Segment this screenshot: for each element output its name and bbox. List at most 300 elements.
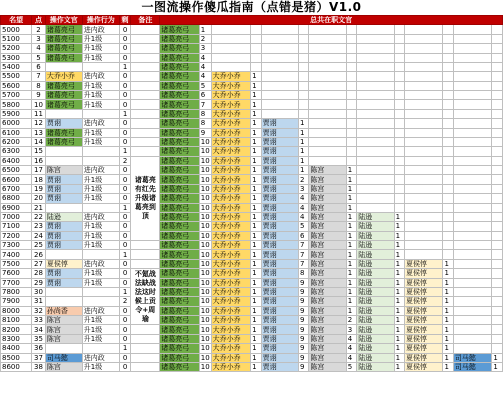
dian-cell: 35 [32,334,46,343]
action-cell [82,147,119,156]
table-row [1,231,503,240]
staff-level-cell: 10 [200,278,210,287]
officer-cell: 陈宫 [45,325,82,334]
staff-level-cell: 1 [251,175,261,184]
table-row [1,81,503,90]
fame-cell: 7000 [1,212,32,221]
action-cell: 升1级 [82,175,119,184]
staff-empty-cell [443,100,453,109]
staff-officer-cell: 大乔小乔 [211,194,250,203]
officer-cell [45,203,82,212]
staff-empty-cell [394,44,404,53]
staff-empty-cell [405,156,443,165]
staff-officer-cell: 诸葛亮弓 [160,203,199,212]
staff-empty-cell [346,91,356,100]
staff-officer-cell: 陈宫 [309,316,346,325]
table-row [1,222,503,231]
staff-officer-cell: 诸葛亮弓 [160,269,199,278]
staff-level-cell: 10 [200,138,210,147]
staff-empty-cell [405,222,443,231]
staff-officer-cell: 大乔小乔 [211,344,250,353]
table-row [1,334,503,343]
staff-officer-cell: 贾诩 [261,287,298,296]
staff-empty-cell [405,250,443,259]
action-cell [82,62,119,71]
staff-level-cell: 1 [251,147,261,156]
staff-empty-cell [453,222,491,231]
staff-level-cell: 10 [200,250,210,259]
staff-officer-cell: 贾诩 [261,147,298,156]
officer-cell [45,147,82,156]
note-cell [131,325,160,334]
staff-level-cell: 1 [394,222,404,231]
note-cell [131,91,160,100]
officer-cell: 陈宫 [45,316,82,325]
staff-empty-cell [309,156,346,165]
staff-officer-cell: 大乔小乔 [211,81,250,90]
staff-officer-cell: 陈宫 [309,212,346,221]
staff-level-cell: 1 [251,128,261,137]
dian-cell: 31 [32,297,46,306]
staff-officer-cell: 贾诩 [261,119,298,128]
staff-empty-cell [394,34,404,43]
fame-cell: 7800 [1,287,32,296]
staff-empty-cell [492,222,503,231]
staff-officer-cell: 贾诩 [261,166,298,175]
staff-level-cell: 8 [199,119,211,128]
staff-officer-cell: 大乔小乔 [211,353,250,362]
staff-level-cell: 1 [251,184,261,193]
dian-cell: 25 [32,241,46,250]
remain-cell: 1 [119,287,131,296]
staff-officer-cell: 大乔小乔 [211,212,250,221]
fame-cell: 6100 [1,128,32,137]
staff-officer-cell: 诸葛亮弓 [160,287,199,296]
action-cell: 升1级 [82,44,119,53]
staff-level-cell: 1 [251,72,261,81]
staff-officer-cell: 陆逊 [357,241,394,250]
dian-cell: 21 [32,203,46,212]
note-cell [131,119,160,128]
staff-empty-cell [394,119,404,128]
staff-empty-cell [357,34,394,43]
staff-empty-cell [453,44,491,53]
staff-empty-cell [357,44,394,53]
staff-empty-cell [346,109,356,118]
table-row [1,100,503,109]
staff-empty-cell [492,175,503,184]
staff-level-cell: 10 [200,259,210,268]
staff-officer-cell: 大乔小乔 [211,241,250,250]
staff-officer-cell: 贾诩 [261,222,298,231]
staff-officer-cell: 大乔小乔 [211,128,250,137]
staff-level-cell: 1 [346,287,356,296]
dian-cell: 16 [32,156,46,165]
officer-cell: 贾诩 [45,231,82,240]
action-cell [82,156,119,165]
staff-officer-cell: 贾诩 [261,325,298,334]
staff-empty-cell [394,81,404,90]
officer-cell: 贾诩 [45,194,82,203]
officer-cell: 贾诩 [45,184,82,193]
dian-cell: 29 [32,278,46,287]
officer-cell: 大乔小乔 [45,72,82,81]
staff-level-cell: 10 [200,241,210,250]
staff-empty-cell [443,25,453,34]
staff-level-cell: 1 [346,241,356,250]
dian-cell: 3 [32,34,46,43]
staff-empty-cell [357,81,394,90]
note-cell [131,100,160,109]
dian-cell: 19 [32,184,46,193]
staff-empty-cell [453,194,491,203]
staff-empty-cell [357,175,394,184]
staff-level-cell: 7 [298,259,308,268]
staff-officer-cell: 贾诩 [261,362,298,371]
header-note: 备注 [131,16,160,25]
note-cell [131,147,160,156]
fame-cell: 6000 [1,119,32,128]
note-cell [131,53,160,62]
staff-empty-cell [492,62,503,71]
staff-level-cell: 1 [443,362,453,371]
staff-empty-cell [453,34,491,43]
staff-empty-cell [405,203,443,212]
staff-empty-cell [453,91,491,100]
staff-empty-cell [309,100,346,109]
staff-empty-cell [443,137,453,146]
staff-empty-cell [405,72,443,81]
staff-officer-cell: 陆逊 [357,325,394,334]
remain-cell: 2 [119,297,131,306]
staff-empty-cell [405,62,443,71]
staff-empty-cell [394,184,404,193]
table-row [1,269,503,278]
staff-empty-cell [443,53,453,62]
officer-cell: 夏侯惇 [45,259,82,268]
remain-cell: 0 [119,334,131,343]
staff-level-cell: 10 [200,353,210,362]
staff-empty-cell [492,259,503,268]
staff-officer-cell: 夏侯惇 [405,287,443,296]
staff-empty-cell [357,91,394,100]
staff-empty-cell [357,72,394,81]
table-row [1,34,503,43]
remain-cell: 1 [119,250,131,259]
staff-empty-cell [346,137,356,146]
remain-cell: 0 [119,44,131,53]
action-cell: 进内政 [82,166,119,175]
staff-level-cell: 10 [200,231,210,240]
officer-cell: 贾诩 [45,278,82,287]
note-cell: 诸葛亮有红先升级诸葛亮到顶 [131,156,160,240]
staff-empty-cell [443,34,453,43]
staff-empty-cell [346,25,356,34]
staff-level-cell: 9 [298,325,308,334]
staff-empty-cell [492,194,503,203]
staff-level-cell: 1 [492,362,503,371]
action-cell: 进内政 [82,212,119,221]
staff-level-cell: 1 [251,119,261,128]
staff-level-cell: 1 [394,287,404,296]
action-cell: 升1级 [82,278,119,287]
staff-level-cell: 1 [251,166,261,175]
officer-cell [45,287,82,296]
dian-cell: 15 [32,147,46,156]
table-row [1,137,503,146]
staff-level-cell: 1 [251,231,261,240]
staff-officer-cell: 陈宫 [309,344,346,353]
staff-officer-cell: 陆逊 [357,278,394,287]
staff-empty-cell [443,91,453,100]
staff-level-cell: 1 [443,278,453,287]
table-row [1,362,503,371]
dian-cell: 24 [32,231,46,240]
staff-level-cell: 4 [199,62,211,71]
table-row [1,62,503,71]
staff-level-cell: 9 [298,362,308,371]
fame-cell: 6700 [1,184,32,193]
officer-cell: 贾诩 [45,119,82,128]
action-cell: 升1级 [82,194,119,203]
staff-officer-cell: 诸葛亮弓 [160,362,199,371]
staff-empty-cell [492,147,503,156]
staff-level-cell: 4 [346,334,356,343]
note-cell [131,34,160,43]
dian-cell: 32 [32,306,46,315]
fame-cell: 5300 [1,53,32,62]
staff-empty-cell [492,109,503,118]
remain-cell: 1 [119,344,131,353]
staff-empty-cell [492,119,503,128]
staff-officer-cell: 贾诩 [261,269,298,278]
remain-cell: 0 [119,259,131,268]
staff-level-cell: 1 [251,212,261,221]
staff-level-cell: 1 [298,166,308,175]
header-row [1,16,503,25]
staff-level-cell: 1 [394,325,404,334]
staff-empty-cell [443,175,453,184]
note-cell [131,137,160,146]
staff-level-cell: 1 [346,175,356,184]
staff-officer-cell: 夏侯惇 [405,269,443,278]
staff-empty-cell [443,128,453,137]
staff-level-cell: 1 [199,25,211,34]
staff-empty-cell [492,91,503,100]
staff-level-cell: 1 [346,269,356,278]
staff-officer-cell: 大乔小乔 [211,203,250,212]
note-cell: 不氪战法缺战法这时候上贡令+周瑜 [131,269,160,325]
staff-empty-cell [309,128,346,137]
staff-empty-cell [357,147,394,156]
staff-empty-cell [405,212,443,221]
staff-officer-cell: 贾诩 [261,175,298,184]
staff-empty-cell [251,44,261,53]
dian-cell: 34 [32,325,46,334]
fame-cell: 7700 [1,278,32,287]
table-row [1,250,503,259]
table-row [1,184,503,193]
officer-cell: 孙尚香 [45,306,82,315]
staff-empty-cell [443,62,453,71]
staff-level-cell: 4 [298,203,308,212]
staff-level-cell: 1 [394,250,404,259]
staff-empty-cell [492,25,503,34]
officer-cell: 诸葛亮弓 [45,137,82,146]
staff-empty-cell [453,241,491,250]
staff-officer-cell: 诸葛亮弓 [160,334,199,343]
staff-officer-cell: 夏侯惇 [405,259,443,268]
note-cell [131,72,160,81]
action-cell: 升1级 [82,325,119,334]
officer-cell [45,62,82,71]
staff-empty-cell [492,212,503,221]
staff-officer-cell: 诸葛亮弓 [160,53,199,62]
action-cell [82,250,119,259]
staff-empty-cell [492,306,503,315]
staff-level-cell: 1 [443,353,453,362]
staff-empty-cell [453,287,491,296]
staff-officer-cell: 大乔小乔 [211,156,250,165]
staff-officer-cell: 大乔小乔 [211,278,250,287]
fame-cell: 6400 [1,156,32,165]
staff-officer-cell: 陈宫 [309,297,346,306]
action-cell: 升1级 [82,53,119,62]
staff-officer-cell: 陆逊 [357,269,394,278]
staff-empty-cell [211,53,250,62]
remain-cell: 0 [119,91,131,100]
staff-officer-cell: 贾诩 [261,334,298,343]
table-row [1,259,503,268]
staff-level-cell: 1 [251,81,261,90]
officer-cell: 诸葛亮弓 [45,81,82,90]
remain-cell: 0 [119,81,131,90]
staff-officer-cell: 贾诩 [261,231,298,240]
staff-level-cell: 1 [251,91,261,100]
staff-empty-cell [453,203,491,212]
staff-level-cell: 1 [298,128,308,137]
table-row [1,166,503,175]
staff-officer-cell: 司马懿 [453,353,491,362]
staff-officer-cell: 陆逊 [357,222,394,231]
staff-officer-cell: 陈宫 [309,334,346,343]
table-row [1,306,503,315]
staff-officer-cell: 贾诩 [261,194,298,203]
staff-empty-cell [453,156,491,165]
staff-level-cell: 1 [251,222,261,231]
staff-empty-cell [346,53,356,62]
staff-officer-cell: 大乔小乔 [211,137,250,146]
table-row [1,241,503,250]
staff-empty-cell [405,166,443,175]
staff-empty-cell [309,72,346,81]
staff-level-cell: 1 [251,250,261,259]
staff-officer-cell: 贾诩 [261,184,298,193]
action-cell: 升1级 [82,91,119,100]
staff-empty-cell [453,269,491,278]
staff-empty-cell [346,62,356,71]
remain-cell: 0 [119,222,131,231]
header-fame: 名望 [1,16,32,25]
staff-level-cell: 1 [251,316,261,325]
staff-empty-cell [309,25,346,34]
staff-officer-cell: 诸葛亮弓 [160,128,199,137]
staff-empty-cell [492,44,503,53]
staff-level-cell: 4 [199,72,211,81]
staff-level-cell: 5 [346,362,356,371]
action-cell: 升1级 [82,34,119,43]
staff-empty-cell [357,203,394,212]
fame-cell: 8500 [1,353,32,362]
staff-empty-cell [405,175,443,184]
staff-empty-cell [453,25,491,34]
staff-officer-cell: 大乔小乔 [211,306,250,315]
staff-empty-cell [394,25,404,34]
staff-empty-cell [357,137,394,146]
staff-level-cell: 1 [346,278,356,287]
staff-empty-cell [357,119,394,128]
staff-officer-cell: 贾诩 [261,353,298,362]
staff-empty-cell [443,166,453,175]
staff-empty-cell [492,316,503,325]
staff-empty-cell [357,53,394,62]
action-cell: 升1级 [82,184,119,193]
staff-level-cell: 1 [251,269,261,278]
staff-level-cell: 1 [443,306,453,315]
staff-level-cell: 5 [199,81,211,90]
officer-cell: 陈宫 [45,362,82,371]
staff-level-cell: 1 [346,184,356,193]
dian-cell: 7 [32,72,46,81]
staff-level-cell: 10 [200,288,210,297]
staff-officer-cell: 陈宫 [309,250,346,259]
staff-officer-cell: 诸葛亮弓 [160,306,199,315]
staff-level-cell: 9 [298,353,308,362]
staff-empty-cell [453,184,491,193]
officer-cell [45,109,82,118]
staff-officer-cell: 陆逊 [357,353,394,362]
staff-level-cell: 9 [298,316,308,325]
staff-level-cell: 10 [200,175,210,184]
officer-cell: 贾诩 [45,241,82,250]
staff-level-cell: 6 [199,91,211,100]
table-row [1,353,503,362]
staff-empty-cell [251,34,261,43]
staff-empty-cell [309,53,346,62]
staff-level-cell: 1 [443,334,453,343]
staff-officer-cell: 陈宫 [309,269,346,278]
staff-empty-cell [405,231,443,240]
staff-empty-cell [346,44,356,53]
remain-cell: 0 [119,100,131,109]
staff-empty-cell [492,269,503,278]
staff-level-cell: 1 [346,259,356,268]
staff-empty-cell [453,100,491,109]
action-cell: 进内政 [82,119,119,128]
staff-level-cell: 1 [251,194,261,203]
staff-officer-cell: 贾诩 [261,250,298,259]
officer-cell: 陈宫 [45,334,82,343]
staff-empty-cell [453,231,491,240]
staff-level-cell: 1 [394,259,404,268]
staff-officer-cell: 夏侯惇 [405,325,443,334]
staff-empty-cell [405,91,443,100]
staff-empty-cell [298,91,308,100]
dian-cell: 9 [32,91,46,100]
staff-officer-cell: 诸葛亮弓 [160,34,199,43]
staff-empty-cell [443,156,453,165]
dian-cell: 10 [32,100,46,109]
